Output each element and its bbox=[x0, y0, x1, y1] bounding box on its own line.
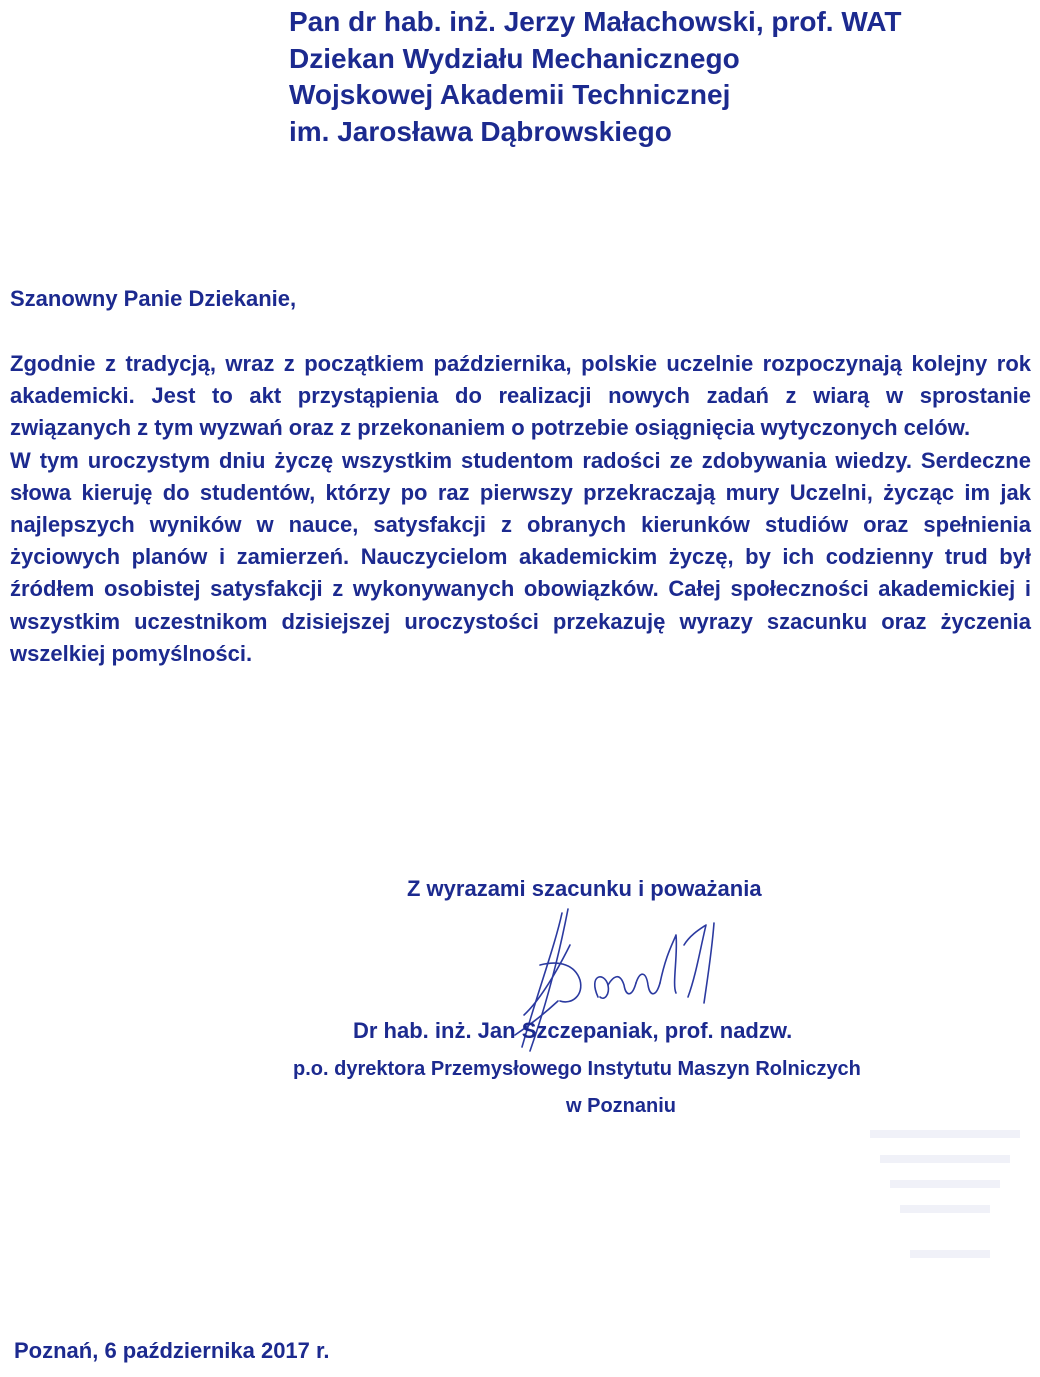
addressee-line-patron: im. Jarosława Dąbrowskiego bbox=[289, 115, 672, 147]
faint-stamp-shadow bbox=[860, 1110, 1030, 1290]
letter-body bbox=[10, 348, 1031, 670]
signer-role: p.o. dyrektora Przemysłowego Instytutu Maszyn Rolniczych bbox=[293, 1058, 861, 1080]
addressee-line-title: Dziekan Wydziału Mechanicznego bbox=[289, 42, 740, 74]
body-paragraph-2: W tym uroczystym dniu życzę wszystkim studentom radości ze zdobywania wiedzy. Serdeczne słowa kieruję do studentów, którzy po raz pierwszy przekraczają mury Uczelni, życząc im jak najlepszych wyników w nauce, satysfakcji z obranych kierunków studiów oraz spełnienia życiowych planów i zamierzeń. Nauczycielom akademickim życzę, by ich codzienny trud był źródłem osobistej satysfakcji z wykonywanych obowiązków. Całej społeczności akademickiej i wszystkim uczestnikom dzisiejszej uroczystości przekazuję wyrazy szacunku oraz życzenia wszelkiej pomyślności. bbox=[10, 447, 1031, 666]
date-place-line: Poznań, 6 października 2017 r. bbox=[14, 1338, 330, 1363]
signer-city: w Poznaniu bbox=[566, 1095, 676, 1117]
addressee-block bbox=[289, 4, 1029, 150]
addressee-line-institution: Wojskowej Akademii Technicznej bbox=[289, 79, 731, 110]
signer-name: Dr hab. inż. Jan Szczepaniak, prof. nadzw. bbox=[353, 1018, 793, 1043]
salutation: Szanowny Panie Dziekanie, bbox=[10, 286, 297, 311]
addressee-line-name: Pan dr hab. inż. Jerzy Małachowski, prof. WAT bbox=[289, 6, 902, 37]
body-paragraph-1: Zgodnie z tradycją, wraz z początkiem października, polskie uczelnie rozpoczynają kolejny rok akademicki. Jest to akt przystąpienia do realizacji nowych zadań z wiarą w sprostanie związanych z tym wyzwań oraz z przekonaniem o potrzebie osiągnięcia wytyczonych celów. bbox=[10, 351, 1031, 441]
closing-phrase: Z wyrazami szacunku i poważania bbox=[407, 876, 762, 901]
